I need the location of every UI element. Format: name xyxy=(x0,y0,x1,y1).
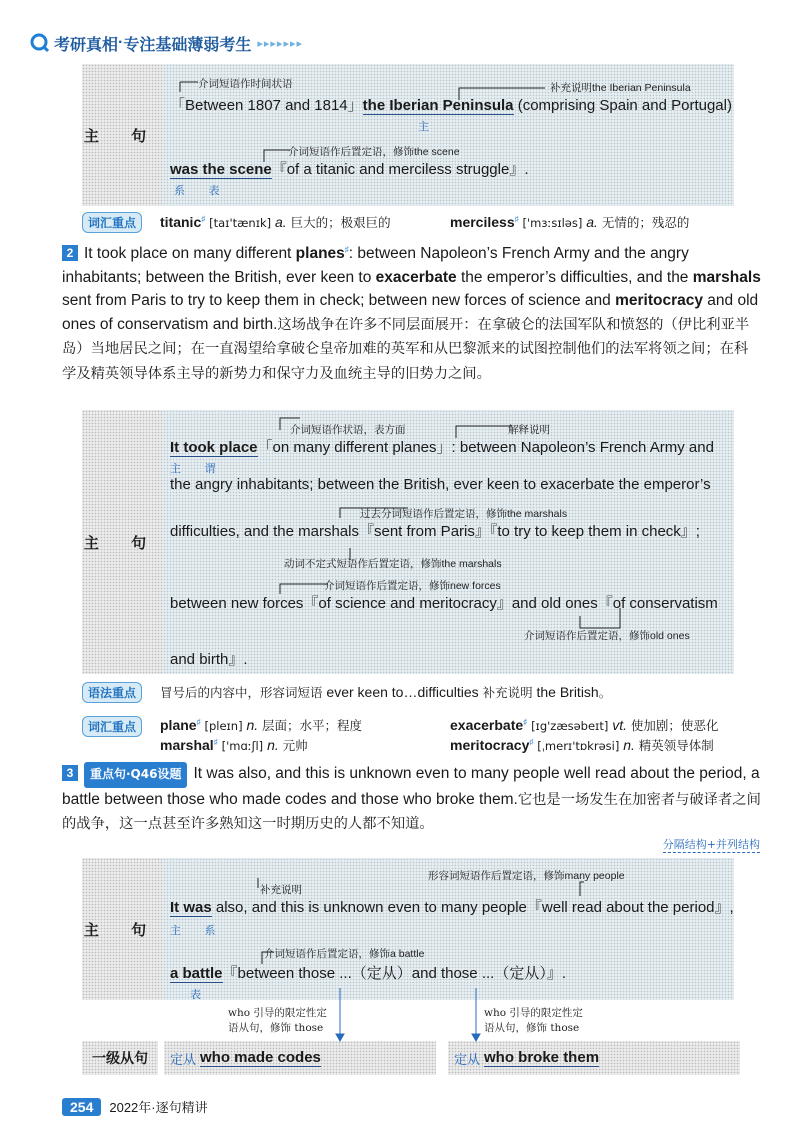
key-sentence-tag: 重点句·Q46设题 xyxy=(84,762,187,788)
role-label: 系 表 xyxy=(174,184,230,197)
vocab-item: plane♯ [pleɪn] n. 层面；水平；程度 xyxy=(160,717,363,733)
sentence-block-1 xyxy=(82,64,734,206)
footer xyxy=(62,1097,208,1116)
arrows-icon: ▸▸▸▸▸▸▸ xyxy=(257,37,304,50)
grammar-text: 冒号后的内容中，形容词短语 ever keen to…difficulties 补充说明 the British。 xyxy=(160,684,612,700)
sentence-line: a battle『between those ...（定从）and those ...（定从）』. xyxy=(170,965,566,982)
role-label: 主 谓 xyxy=(170,462,226,475)
paragraph-3: 3 重点句·Q46设题 It was also, and this is unknown even to many people well read about the period, a battle between those who made codes and those who broke them.它也是一场发生在加密者与破译者之间的战争，这一点甚至许多熟知这一时期历史的人都不知道。 xyxy=(62,762,762,837)
role-label: 主 xyxy=(418,120,439,133)
annotation: 动词不定式短语作后置定语，修饰the marshals xyxy=(284,558,502,570)
header xyxy=(30,30,303,56)
grammar-row xyxy=(82,682,762,704)
role-label: 主 系 xyxy=(170,924,226,937)
page-number: 254 xyxy=(62,1098,101,1116)
annotation: 介词短语作时间状语 xyxy=(198,78,293,90)
sub-clause-right: 定从 who broke them xyxy=(448,1041,740,1075)
footer-title: 2022年·逐句精讲 xyxy=(109,1100,208,1115)
block-label: 主 句 xyxy=(82,64,162,206)
block-content xyxy=(168,858,734,1000)
block-label: 主 句 xyxy=(82,410,162,674)
search-q-icon xyxy=(30,33,50,53)
vocab-badge: 词汇重点 xyxy=(82,716,142,737)
vocab-item: titanic♯ [taɪ'tænɪk] a. 巨大的；极艰巨的 xyxy=(160,214,391,230)
role-label: 表 xyxy=(190,988,211,1001)
sentence-block-2 xyxy=(82,410,734,674)
header-sep: · xyxy=(118,34,124,51)
structure-note: 分隔结构+并列结构 xyxy=(662,838,760,851)
sentence-line: the angry inhabitants; between the British, ever keen to exacerbate the emperor’s xyxy=(170,476,711,493)
sentence-line: difficulties, and the marshals『sent from Paris』『to try to keep them in check』; xyxy=(170,523,700,540)
paragraph-number: 2 xyxy=(62,245,78,261)
vocab-item: meritocracy♯ [ˌmerɪ'tɒkrəsi] n. 精英领导体制 xyxy=(450,737,714,753)
annotation: 补充说明the Iberian Peninsula xyxy=(550,82,691,94)
vocab-badge: 词汇重点 xyxy=(82,212,142,233)
vocab-row-1 xyxy=(82,212,762,234)
annotation: 介词短语作后置定语，修饰new forces xyxy=(324,580,501,592)
sub-clause-left: 定从 who made codes xyxy=(164,1041,436,1075)
vocab-row-2 xyxy=(82,716,762,756)
annotation: 补充说明 xyxy=(260,884,302,896)
annotation: 解释说明 xyxy=(508,424,550,436)
vocab-item: marshal♯ ['mɑːʃl] n. 元帅 xyxy=(160,737,308,753)
clause-annotation-right: who 引导的限定性定 语从句，修饰 those xyxy=(484,1007,583,1034)
annotation: 介词短语作状语，表方面 xyxy=(290,424,406,436)
annotation: 形容词短语作后置定语，修饰many people xyxy=(428,870,625,882)
block-content xyxy=(168,410,734,674)
sentence-block-3 xyxy=(82,858,734,1000)
paragraph-number: 3 xyxy=(62,765,78,781)
clause-annotation-left: who 引导的限定性定 语从句，修饰 those xyxy=(228,1007,327,1034)
block-content xyxy=(168,64,734,206)
sentence-line: 「Between 1807 and 1814」the Iberian Peninsula (comprising Spain and Portugal) xyxy=(170,97,732,114)
sentence-line: was the scene『of a titanic and merciless struggle』. xyxy=(170,161,529,178)
slogan: 专注基础薄弱考生 xyxy=(123,36,252,54)
vocab-item: merciless♯ ['mɜːsɪləs] a. 无情的；残忍的 xyxy=(450,214,690,230)
sentence-line: It took place「on many different planes」: between Napoleon’s French Army and xyxy=(170,439,714,456)
vocab-item: exacerbate♯ [ɪg'zæsəbeɪt] vt. 使加剧；使恶化 xyxy=(450,717,719,733)
annotation: 介词短语作后置定语，修饰old ones xyxy=(524,630,690,642)
paragraph-2: 2 It took place on many different planes♯: between Napoleon’s French Army and the angry inhabitants; between the British, ever keen to exacerbate the emperor’s difficulties, and the marshals sent from Paris to try to keep them in check; between new forces of science and meritocracy and old ones of conservatism and birth.这场战争在许多不同层面展开：在拿破仑的法国军队和愤怒的（伊比利亚半岛）当地居民之间；在一直渴望给拿破仑皇帝加难的英军和从巴黎派来的试图控制他们的法军将领之间；在科学及精英领导体系主导的新势力和保守力及血统主导的旧势力之间。 xyxy=(62,245,761,382)
sub-clause-label: 一级从句 xyxy=(82,1041,158,1075)
brand: 考研真相 xyxy=(54,36,119,54)
block-label: 主 句 xyxy=(82,858,162,1000)
sentence-line: and birth』. xyxy=(170,651,248,668)
sentence-line: between new forces『of science and meritocracy』and old ones『of conservatism xyxy=(170,595,718,612)
annotation: 过去分词短语作后置定语，修饰the marshals xyxy=(360,508,568,520)
annotation: 介词短语作后置定语，修饰the scene xyxy=(288,146,460,158)
grammar-badge: 语法重点 xyxy=(82,682,142,703)
sentence-line: It was also, and this is unknown even to many people『well read about the period』, xyxy=(170,899,734,916)
annotation: 介词短语作后置定语，修饰a battle xyxy=(264,948,425,960)
